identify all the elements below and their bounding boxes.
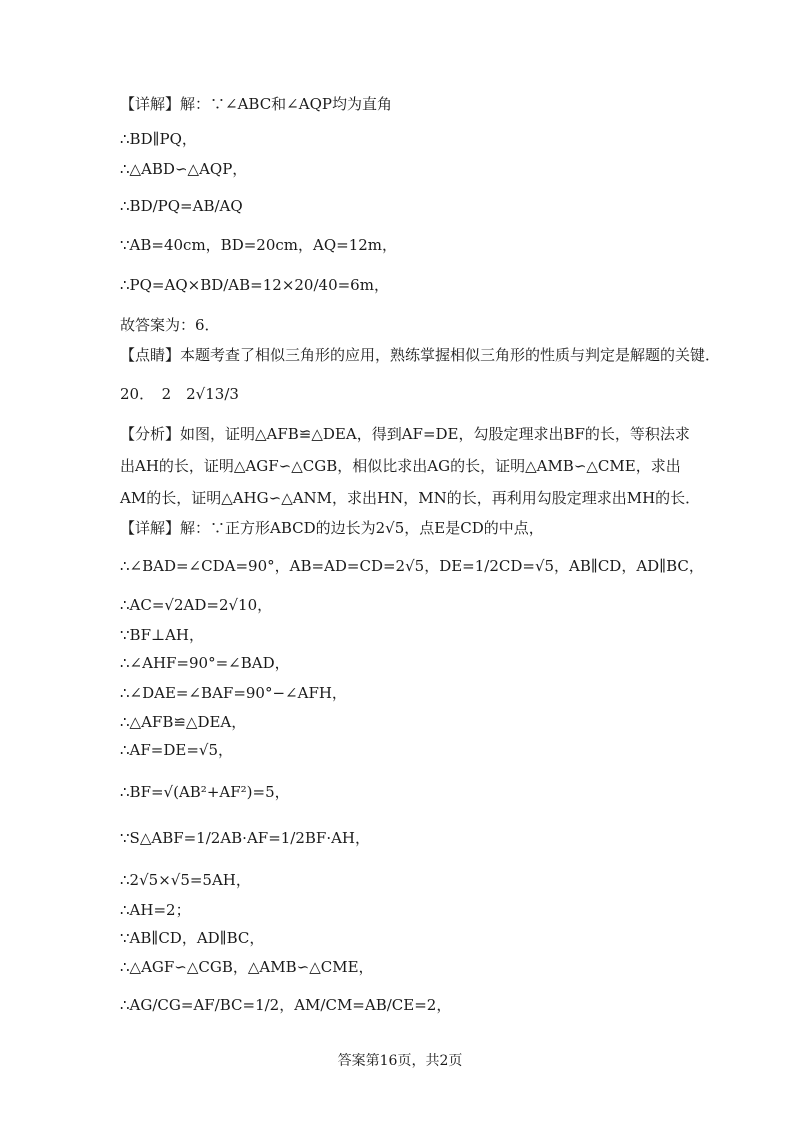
line-4: ∴BD/PQ=AB/AQ [120, 197, 243, 215]
line-1: 【详解】解：∵∠ABC和∠AQP均为直角 [120, 95, 392, 113]
line-19: ∴△AFB≌△DEA， [120, 713, 247, 731]
line-14: ∴∠BAD=∠CDA=90°，AB=AD=CD=2√5，DE=1/2CD=√5，AB∥CD，AD∥BC， [120, 557, 704, 575]
line-13: 【详解】解：∵正方形ABCD的边长为2√5，点E是CD的中点， [120, 519, 544, 537]
line-2: ∴BD∥PQ， [120, 130, 197, 148]
line-9: 20． 2 2√13/3 [120, 385, 239, 403]
line-10: 【分析】如图，证明△AFB≌△DEA，得到AF=DE，勾股定理求出BF的长，等积法求 [120, 425, 690, 443]
line-23: ∴2√5×√5=5AH， [120, 871, 251, 889]
line-3: ∴△ABD∽△AQP， [120, 160, 248, 178]
line-26: ∴△AGF∽△CGB，△AMB∽△CME， [120, 958, 374, 976]
line-18: ∴∠DAE=∠BAF=90°−∠AFH， [120, 684, 347, 702]
line-24: ∴AH=2； [120, 901, 191, 919]
line-12: AM的长，证明△AHG∽△ANM，求出HN，MN的长，再利用勾股定理求出MH的长． [120, 489, 701, 507]
line-17: ∴∠AHF=90°=∠BAD， [120, 654, 290, 672]
line-21: ∴BF=√(AB²+AF²)=5， [120, 783, 290, 801]
line-20: ∴AF=DE=√5， [120, 741, 233, 759]
line-7: 故答案为：6． [120, 316, 220, 334]
line-15: ∴AC=√2AD=2√10， [120, 596, 273, 614]
line-11: 出AH的长，证明△AGF∽△CGB，相似比求出AG的长，证明△AMB∽△CME，求出 [120, 457, 681, 475]
line-25: ∵AB∥CD，AD∥BC， [120, 929, 265, 947]
line-16: ∵BF⊥AH， [120, 626, 204, 644]
line-22: ∵S△ABF=1/2AB·AF=1/2BF·AH， [120, 829, 371, 847]
line-8: 【点睛】本题考查了相似三角形的应用，熟练掌握相似三角形的性质与判定是解题的关键． [120, 346, 721, 364]
line-6: ∴PQ=AQ×BD/AB=12×20/40=6m， [120, 276, 389, 294]
line-27: ∴AG/CG=AF/BC=1/2，AM/CM=AB/CE=2， [120, 996, 452, 1014]
line-5: ∵AB=40cm，BD=20cm，AQ=12m， [120, 236, 398, 254]
page-footer: 答案第16页，共2页 [337, 1053, 463, 1069]
